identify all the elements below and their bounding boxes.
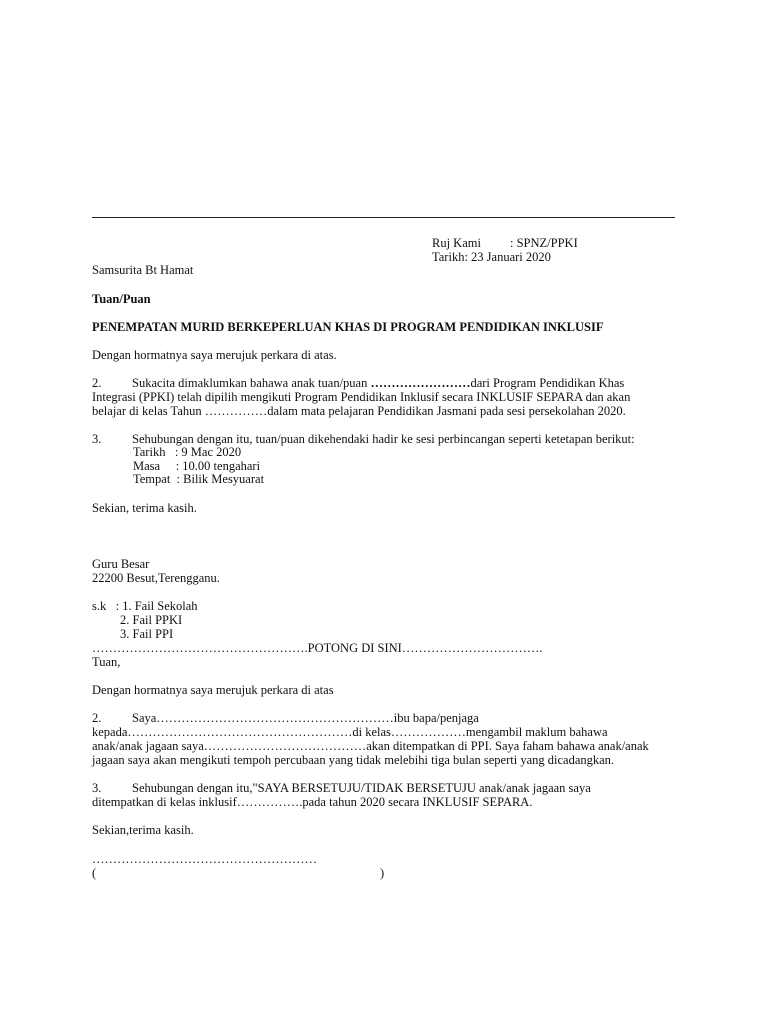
salutation: Tuan/Puan: [92, 292, 151, 306]
paragraph-3-number: 3.: [92, 432, 102, 446]
name-paren-close: ): [380, 866, 385, 880]
paragraph-2-line-1: [92, 376, 624, 391]
reply-paragraph-2-line-1: [92, 711, 479, 726]
reply-paragraph-2-line-2: kepada………………………………………………di kelas………………mengambil maklum bahawa: [92, 725, 608, 739]
reference-line: [432, 236, 578, 251]
name-paren-open: (: [92, 866, 97, 880]
paragraph-2-number: 2.: [92, 376, 102, 390]
reply-closing: Sekian,terima kasih.: [92, 823, 194, 837]
header-divider: [92, 217, 675, 218]
letter-title: PENEMPATAN MURID BERKEPERLUAN KHAS DI PROGRAM PENDIDIKAN INKLUSIF: [92, 320, 604, 334]
meeting-date: Tarikh : 9 Mac 2020: [133, 445, 242, 459]
reply-opening: Dengan hormatnya saya merujuk perkara di atas: [92, 683, 334, 697]
copy-to-line-3: 3. Fail PPI: [120, 627, 174, 641]
reply-paragraph-2-line-3: anak/anak jagaan saya…………………………………akan ditempatkan di PPI. Saya faham bahawa anak/anak: [92, 739, 649, 753]
opening-paragraph: Dengan hormatnya saya merujuk perkara di atas.: [92, 348, 337, 362]
paragraph-2-line-3: belajar di kelas Tahun ……………dalam mata pelajaran Pendidikan Jasmani pada sesi persekolahan 2020.: [92, 404, 626, 418]
reply-salutation: Tuan,: [92, 655, 121, 669]
reply-paragraph-3-text: Sehubungan dengan itu,"SAYA BERSETUJU/TIDAK BERSETUJU anak/anak jagaan saya: [132, 781, 591, 795]
reference-value: : SPNZ/PPKI: [510, 236, 578, 250]
meeting-venue: Tempat : Bilik Mesyuarat: [133, 472, 265, 486]
copy-to-line-2: 2. Fail PPKI: [120, 613, 183, 627]
reply-paragraph-2-line-4: jagaan saya akan mengikuti tempoh percubaan yang tidak melebihi tiga bulan seperti yang dicadangkan.: [92, 753, 615, 767]
closing-remark: Sekian, terima kasih.: [92, 501, 197, 515]
meeting-time: Masa : 10.00 tengahari: [133, 459, 261, 473]
paragraph-3-text: Sehubungan dengan itu, tuan/puan dikehendaki hadir ke sesi perbincangan seperti ketetapan berikut:: [132, 432, 635, 446]
reference-label: Ruj Kami: [432, 236, 481, 250]
paragraph-2-text-b: dari Program Pendidikan Khas: [470, 376, 625, 390]
reply-paragraph-2-number: 2.: [92, 711, 102, 725]
paragraph-2-line-2: Integrasi (PPKI) telah dipilih mengikuti Program Pendidikan Inklusif secara INKLUSIF SEPARA dan akan: [92, 390, 631, 404]
reply-paragraph-3-line-2: ditempatkan di kelas inklusif…………….pada tahun 2020 secara INKLUSIF SEPARA.: [92, 795, 533, 809]
copy-to-line-1: s.k : 1. Fail Sekolah: [92, 599, 198, 613]
recipient-name: Samsurita Bt Hamat: [92, 263, 194, 277]
letter-date: Tarikh: 23 Januari 2020: [432, 250, 551, 264]
reply-paragraph-3-number: 3.: [92, 781, 102, 795]
reply-paragraph-2-text: Saya…………………………………………………ibu bapa/penjaga: [132, 711, 479, 725]
paragraph-2-text-a: Sukacita dimaklumkan bahawa anak tuan/puan: [132, 376, 371, 390]
signatory-position: Guru Besar: [92, 557, 150, 571]
signatory-address: 22200 Besut,Terengganu.: [92, 571, 220, 585]
signature-line: ………………………………………………: [92, 852, 317, 866]
cut-line: …………………………………………….POTONG DI SINI…………………………….: [92, 641, 543, 655]
paragraph-2-blank: ……………………: [370, 376, 471, 390]
reply-paragraph-3-line-1: [92, 781, 591, 796]
